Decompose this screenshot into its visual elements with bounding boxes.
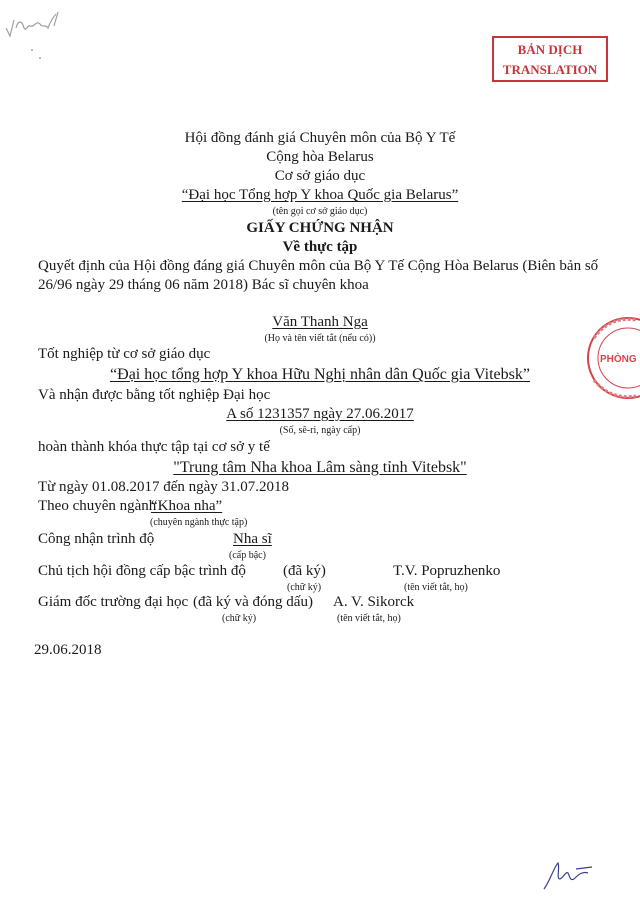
header-line1: Hội đồng đánh giá Chuyên môn của Bộ Y Tế [184, 130, 456, 146]
document-title: GIẤY CHỨNG NHẬN [246, 220, 394, 236]
decision-line2: 26/96 ngày 29 tháng 06 năm 2018) Bác sĩ chuyên khoa [38, 277, 369, 293]
seal-text: PHÒNG [600, 354, 637, 365]
graduated-label: Tốt nghiệp từ cơ sở giáo dục [38, 346, 211, 362]
document-date: 29.06.2018 [34, 642, 102, 658]
specialty-note: (chuyên ngành thực tập) [150, 517, 248, 528]
rector-signed-note: (chữ ký) [222, 613, 257, 624]
rector-name: A. V. Sikorck [333, 594, 415, 610]
rector-name-note: (tên viết tắt, họ) [337, 613, 401, 624]
internship-period: Từ ngày 01.08.2017 đến ngày 31.07.2018 [38, 479, 290, 495]
stamp-line1: BẢN DỊCH [517, 42, 583, 57]
document-subtitle: Về thực tập [282, 239, 358, 255]
diploma-label: Và nhận được bằng tốt nghiệp Đại học [38, 387, 271, 403]
institution-name: “Đại học Tổng hợp Y khoa Quốc gia Belarus” [181, 187, 459, 203]
chairman-label: Chủ tịch hội đồng cấp bậc trình độ [38, 563, 246, 579]
person-name: Văn Thanh Nga [272, 314, 368, 330]
diploma-note: (Số, sê-ri, ngày cấp) [279, 425, 361, 436]
header-line2: Cộng hòa Belarus [266, 149, 374, 165]
rector-label: Giám đốc trường đại học [38, 594, 189, 610]
level-note: (cấp bậc) [229, 550, 266, 561]
header-line3: Cơ sở giáo dục [274, 168, 366, 184]
decision-line1: Quyết định của Hội đồng đáng giá Chuyên môn của Bộ Y Tế Cộng Hòa Belarus (Biên bản số [38, 258, 599, 274]
institution-note: (tên gọi cơ sở giáo dục) [272, 206, 368, 217]
facility-label: hoàn thành khóa thực tập tại cơ sở y tế [38, 439, 270, 455]
chairman-name-note: (tên viết tắt, họ) [404, 582, 468, 593]
translation-stamp [492, 36, 608, 82]
specialty-value: “Khoa nha” [151, 498, 223, 514]
chairman-signed: (đã ký) [283, 563, 326, 579]
chairman-signed-note: (chữ ký) [287, 582, 322, 593]
chairman-name: T.V. Popruzhenko [393, 563, 501, 579]
facility-name: "Trung tâm Nha khoa Lâm sàng tỉnh Vitebsk" [173, 459, 467, 476]
diploma-value: A số 1231357 ngày 27.06.2017 [226, 406, 414, 422]
stamp-line2: TRANSLATION [502, 62, 598, 77]
level-label: Công nhận trình độ [38, 531, 155, 547]
specialty-label: Theo chuyên ngành [38, 498, 157, 514]
graduated-institution: “Đại học tổng hợp Y khoa Hữu Nghị nhân dân Quốc gia Vitebsk” [110, 366, 530, 383]
rector-signed: (đã ký và đóng dấu) [193, 594, 313, 610]
pencil-note-icon [2, 6, 72, 66]
person-name-note: (Họ và tên viết tắt (nếu có)) [264, 333, 376, 344]
level-value: Nha sĩ [233, 531, 272, 547]
signature-icon [540, 855, 600, 895]
